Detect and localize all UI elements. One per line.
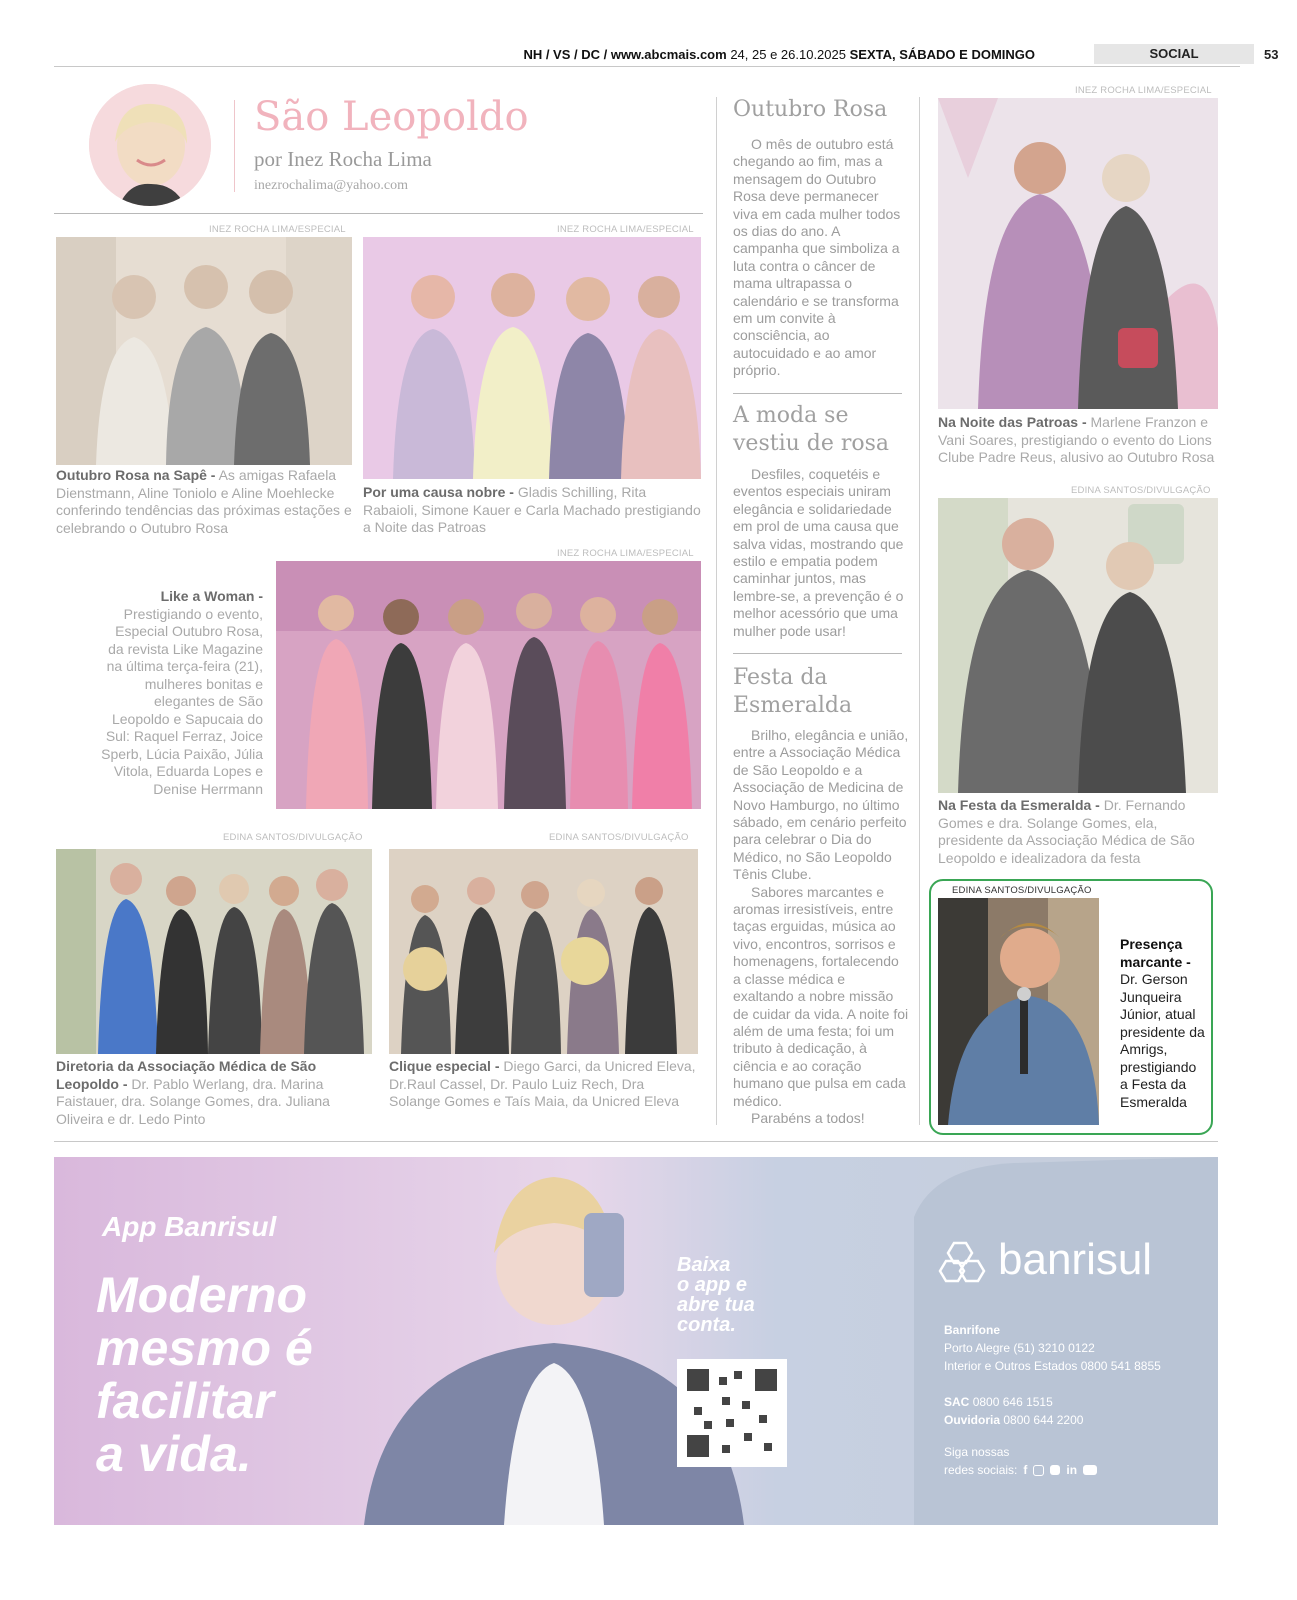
caption-title: Outubro Rosa na Sapê - — [56, 467, 216, 483]
columnist-divider — [234, 100, 235, 192]
photo-credit: EDINA SANTOS/DIVULGAÇÃO — [549, 832, 689, 843]
page-number: 53 — [1264, 47, 1279, 62]
column-title: São Leopoldo — [254, 94, 529, 140]
header-days: SEXTA, SÁBADO E DOMINGO — [849, 47, 1035, 62]
ad-headline-line: a vida. — [96, 1426, 252, 1482]
banrisul-wordmark: banrisul — [998, 1235, 1153, 1284]
page-bottom-rule — [54, 1141, 1218, 1142]
ad-cta — [677, 1255, 755, 1335]
column-byline: por Inez Rocha Lima — [254, 147, 432, 171]
header-dates: 24, 25 e 26.10.2025 — [730, 47, 846, 62]
banrisul-ad[interactable] — [54, 1157, 1218, 1525]
article-paragraph: O mês de outubro está chegando ao fim, mas a mensagem do Outubro Rosa deve permanecer viva em cada mulher todos os dias do ano. A campanha que simboliza a luta contra o câncer de mama ultrapassa o calendário e se transforma em um convite à consciência, ao autocuidado e ao amor próprio. — [733, 136, 901, 379]
caption-text: Diego Garci, da Unicred Eleva, Dr.Raul Cassel, Dr. Paulo Luiz Rech, Dra Solange Gomes e Taís Maia, da Unicred Eleva — [389, 1058, 696, 1109]
caption-title: Clique especial - — [389, 1058, 500, 1074]
ouvidoria-label: Ouvidoria — [944, 1413, 1001, 1427]
article-title: Outubro Rosa — [733, 97, 888, 122]
caption-title: Presença marcante - — [1120, 936, 1191, 970]
section-label: SOCIAL — [1094, 44, 1254, 64]
ad-headline-line: mesmo é — [96, 1320, 313, 1376]
social-text: redes sociais: — [944, 1463, 1018, 1477]
banrifone-interior: Interior e Outros Estados 0800 541 8855 — [944, 1359, 1161, 1373]
ad-cta-line: abre tua — [677, 1294, 755, 1316]
chat-icon[interactable] — [1050, 1465, 1060, 1475]
photo-caption — [56, 1058, 372, 1128]
column-divider — [919, 97, 920, 1125]
sac-number: 0800 646 1515 — [972, 1395, 1053, 1409]
banrisul-logo-icon — [938, 1239, 990, 1292]
banrifone-porto-alegre: Porto Alegre (51) 3210 0122 — [944, 1341, 1095, 1355]
photo-credit: INEZ ROCHA LIMA/ESPECIAL — [557, 548, 694, 559]
caption-title: Na Festa da Esmeralda - — [938, 797, 1100, 813]
photo-festa-da-esmeralda — [938, 498, 1218, 793]
photo-credit: INEZ ROCHA LIMA/ESPECIAL — [1075, 85, 1212, 96]
article-divider — [733, 653, 902, 654]
header-editions: NH / VS / DC / www.abcmais.com — [523, 47, 727, 62]
photo-credit: INEZ ROCHA LIMA/ESPECIAL — [209, 224, 346, 235]
caption-text: As amigas Rafaela Dienstmann, Aline Toniolo e Aline Moehlecke conferindo tendências das próximas estações e celebrando o Outubro Rosa — [56, 467, 352, 536]
caption-title: Like a Woman - — [160, 588, 263, 604]
photo-credit: EDINA SANTOS/DIVULGAÇÃO — [223, 832, 363, 843]
photo-credit: INEZ ROCHA LIMA/ESPECIAL — [557, 224, 694, 235]
ad-headline — [96, 1269, 313, 1481]
photo-causa-nobre — [363, 237, 701, 479]
caption-text: Marlene Franzon e Vani Soares, prestigiando o evento do Lions Clube Padre Reus, alusivo ao Outubro Rosa — [938, 414, 1215, 465]
caption-title: Por uma causa nobre - — [363, 484, 514, 500]
article-paragraph: Parabéns a todos! — [751, 1109, 865, 1126]
caption-text: Dr. Gerson Junqueira Júnior, atual presidente da Amrigs, prestigiando a Festa da Esmeralda — [1120, 971, 1205, 1110]
column-email: inezrochalima@yahoo.com — [254, 178, 408, 193]
article-body — [733, 136, 905, 380]
ad-cta-line: Baixa — [677, 1254, 731, 1276]
photo-caption — [1120, 936, 1206, 1111]
photo-clique-especial — [389, 849, 698, 1054]
ad-contact-info — [944, 1321, 1161, 1479]
article-body — [733, 466, 909, 640]
ad-cta-line: conta. — [677, 1314, 736, 1336]
article-paragraph: Brilho, elegância e união, entre a Associação Médica de São Leopoldo e a Associação de Medicina de Novo Hamburgo, no último sábado, em cenário perfeito para celebrar o Dia do Médico, no São Leopoldo Tênis Clube. — [733, 727, 909, 883]
caption-text: Dr. Fernando Gomes e dra. Solange Gomes, ela, presidente da Associação Médica de São Leopoldo e idealizadora da festa — [938, 797, 1195, 866]
caption-text: Prestigiando o evento, Especial Outubro Rosa, da revista Like Magazine na última terça-feira (21), mulheres bonitas e elegantes de São Leopoldo e Sapucaia do Sul: Raquel Ferraz, Joice Sperb, Lúcia Paixão, Júlia Vitola, Eduarda Lopes e Denise Herrmann — [101, 605, 263, 797]
photo-caption — [100, 588, 263, 798]
header-edition-line — [523, 47, 1035, 62]
article-paragraph: Sabores marcantes e aromas irresistíveis, entre taças erguidas, música ao vivo, encontros, sorrisos e homenagens, fortalecendo a classe médica e exaltando a nobre missão de cuidar da vida. A noite foi além de uma festa; foi um tributo à dedicação, à ciência e ao coração humano que pulsa em cada médico. — [733, 883, 909, 1109]
ad-headline-line: facilitar — [96, 1373, 274, 1429]
photo-presenca-marcante — [938, 898, 1099, 1125]
caption-text: Dr. Pablo Werlang, dra. Marina Faistauer, dra. Solange Gomes, dra. Juliana Oliveira e dr. Ledo Pinto — [56, 1075, 330, 1127]
photo-noite-das-patroas — [938, 98, 1218, 409]
instagram-icon[interactable] — [1033, 1465, 1044, 1476]
caption-title: Na Noite das Patroas - — [938, 414, 1087, 430]
photo-like-a-woman — [276, 561, 701, 809]
article-paragraph: Desfiles, coquetéis e eventos especiais uniram elegância e solidariedade em prol de uma causa que salva vidas, mostrando que estilo e empatia podem caminhar juntos, mas lembre-se, a prevenção é o melhor acessório que uma mulher pode usar! — [733, 466, 904, 639]
article-divider — [733, 393, 902, 394]
photo-caption — [938, 414, 1220, 467]
photo-credit: EDINA SANTOS/DIVULGAÇÃO — [952, 885, 1092, 896]
photo-credit: EDINA SANTOS/DIVULGAÇÃO — [1071, 485, 1211, 496]
photo-diretoria-associacao — [56, 849, 372, 1054]
ad-cta-line: o app e — [677, 1274, 748, 1296]
photo-caption — [389, 1058, 698, 1111]
ad-app-label: App Banrisul — [102, 1211, 277, 1242]
column-divider — [716, 97, 717, 1125]
sac-label: SAC — [944, 1395, 970, 1409]
photo-caption — [363, 484, 701, 537]
ad-headline-line: Moderno — [96, 1267, 308, 1323]
page-header — [54, 44, 1279, 67]
linkedin-icon[interactable]: in — [1066, 1463, 1078, 1477]
article-title: A moda se vestiu de rosa — [733, 403, 890, 456]
ouvidoria-number: 0800 644 2200 — [1003, 1413, 1084, 1427]
youtube-icon[interactable] — [1083, 1465, 1097, 1475]
social-text: Siga nossas — [944, 1445, 1010, 1459]
facebook-icon[interactable]: f — [1023, 1463, 1028, 1477]
photo-outubro-rosa-sape — [56, 237, 352, 465]
photo-caption — [56, 467, 352, 537]
photo-caption — [938, 797, 1220, 867]
caption-text: Gladis Schilling, Rita Rabaioli, Simone Kauer e Carla Machado prestigiando a Noite das Patroas — [363, 484, 701, 535]
columnist-photo — [89, 84, 211, 206]
banrifone-label: Banrifone — [944, 1323, 1001, 1337]
section-divider — [54, 213, 703, 214]
article-title: Festa da Esmeralda — [733, 665, 853, 718]
article-body — [733, 727, 909, 1127]
caption-title: Diretoria da Associação Médica de São Leopoldo - — [56, 1058, 317, 1092]
